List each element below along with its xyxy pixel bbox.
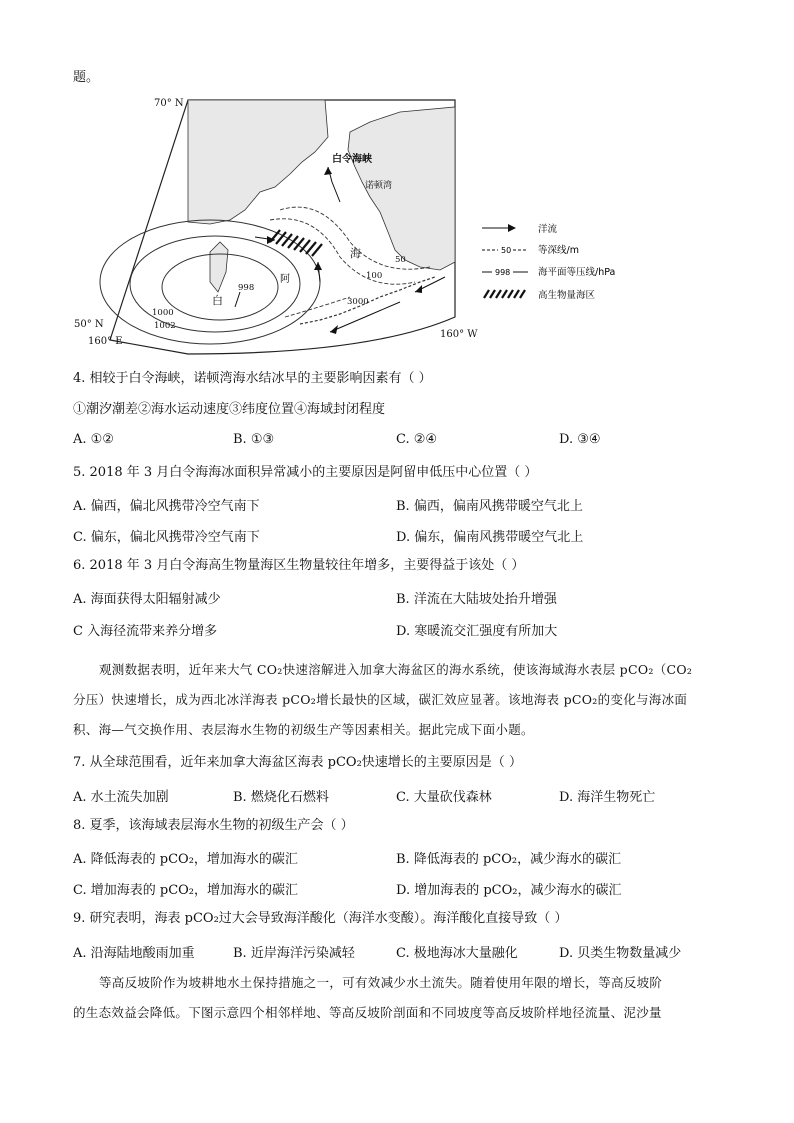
lat-label-50n: 50° N — [74, 319, 104, 330]
q8-option-c[interactable]: C. 增加海表的 pCO₂，增加海水的碳汇 — [73, 883, 299, 898]
lat-label-70n: 70° N — [154, 98, 184, 109]
label-bering-strait: 白令海峡 — [332, 154, 372, 165]
question-6-stem: 6. 2018 年 3 月白令海高生物量海区生物量较往年增多，主要得益于该处（ ） — [73, 558, 525, 573]
label-ah: 阿 — [280, 274, 290, 285]
label-low-center: 白 — [212, 294, 223, 307]
q6-option-c[interactable]: C 入海径流带来养分增多 — [73, 624, 218, 639]
q6-option-d[interactable]: D. 寒暖流交汇强度有所加大 — [396, 624, 558, 639]
q8-option-a[interactable]: A. 降低海表的 pCO₂，增加海水的碳汇 — [73, 852, 298, 867]
q6-option-b[interactable]: B. 洋流在大陆坡处抬升增强 — [396, 592, 557, 607]
q9-option-c[interactable]: C. 极地海冰大量融化 — [396, 946, 518, 961]
question-4-factors: ①潮汐潮差②海水运动速度③纬度位置④海域封闭程度 — [73, 402, 386, 417]
question-4-stem: 4. 相较于白令海峡，诺顿湾海水结冰早的主要影响因素有（ ） — [73, 371, 432, 386]
question-9-stem: 9. 研究表明，海表 pCO₂过大会导致海洋酸化（海洋水变酸）。海洋酸化直接导致（ ） — [73, 911, 568, 926]
legend-depth-sample: 50 — [501, 246, 512, 255]
q8-option-b[interactable]: B. 降低海表的 pCO₂，减少海水的碳汇 — [396, 852, 622, 867]
preceding-text-fragment: 题。 — [73, 70, 100, 85]
q4-option-d[interactable]: D. ③④ — [559, 432, 601, 447]
passage-terrace — [73, 968, 721, 1028]
question-7-stem: 7. 从全球范围看，近年来加拿大海盆区海表 pCO₂快速增长的主要原因是（ ） — [73, 755, 522, 770]
question-5-stem: 5. 2018 年 3 月白令海海冰面积异常减小的主要原因是阿留申低压中心位置（ ） — [73, 465, 538, 480]
q4-option-b[interactable]: B. ①③ — [233, 432, 275, 447]
label-sea: 海 — [350, 247, 361, 260]
q9-option-b[interactable]: B. 近岸海洋污染减轻 — [233, 946, 355, 961]
question-8-stem: 8. 夏季，该海域表层海水生物的初级生产会（ ） — [73, 818, 354, 833]
legend-bio-label: 高生物量海区 — [538, 290, 596, 301]
passage-terrace-line-1: 等高反坡阶作为坡耕地水土保持措施之一，可有效减少水土流失。随着使用年限的增长，等高反坡阶 — [99, 975, 663, 990]
q5-option-b[interactable]: B. 偏西，偏南风携带暖空气北上 — [396, 499, 583, 514]
isobar-label-998: 998 — [238, 283, 255, 293]
q7-option-a[interactable]: A. 水土流失加剧 — [73, 790, 169, 805]
q5-option-a[interactable]: A. 偏西，偏北风携带冷空气南下 — [73, 499, 260, 514]
depth-label-50: 50 — [395, 255, 406, 265]
q5-option-d[interactable]: D. 偏东，偏南风携带暖空气北上 — [396, 530, 584, 545]
lon-label-160w: 160° W — [440, 329, 478, 340]
depth-label-3000: 3000 — [347, 297, 369, 307]
q9-option-a[interactable]: A. 沿海陆地酸雨加重 — [73, 946, 195, 961]
q8-option-d[interactable]: D. 增加海表的 pCO₂，减少海水的碳汇 — [396, 883, 622, 898]
passage-co2 — [73, 655, 721, 745]
legend-depth-label: 等深线/m — [538, 245, 579, 256]
passage-co2-line-1: 观测数据表明，近年来大气 CO₂快速溶解进入加拿大海盆区的海水系统，使该海域海水表层 pCO₂（CO₂ — [99, 662, 693, 677]
map-svg — [70, 92, 630, 362]
passage-co2-line-3: 积、海—气交换作用、表层海水生物的初级生产等因素相关。据此完成下面小题。 — [73, 722, 534, 737]
q4-option-c[interactable]: C. ②④ — [396, 432, 438, 447]
passage-co2-line-2: 分压）快速增长，成为西北冰洋海表 pCO₂增长最快的区域，碳汇效应显著。该地海表 pCO₂的变化与海冰面 — [73, 692, 688, 707]
legend-pressure-label: 海平面等压线/hPa — [538, 267, 616, 278]
depth-label-100: 100 — [366, 271, 383, 281]
q4-option-a[interactable]: A. ①② — [73, 432, 114, 447]
legend-pressure-sample: 998 — [495, 268, 511, 277]
q7-option-b[interactable]: B. 燃烧化石燃料 — [233, 790, 329, 805]
bering-sea-map-figure — [70, 92, 630, 362]
q7-option-d[interactable]: D. 海洋生物死亡 — [559, 790, 656, 805]
q5-option-c[interactable]: C. 偏东，偏北风携带冷空气南下 — [73, 530, 260, 545]
legend-current-label: 洋流 — [538, 224, 558, 235]
q9-option-d[interactable]: D. 贝类生物数量减少 — [559, 946, 682, 961]
map-legend — [482, 223, 615, 301]
label-norton-sound: 诺顿湾 — [365, 181, 393, 191]
isobar-label-1000: 1000 — [152, 308, 174, 318]
passage-terrace-line-2: 的生态效益会降低。下图示意四个相邻样地、等高反坡阶剖面和不同坡度等高反坡阶样地径流量、泥沙量 — [73, 1005, 662, 1020]
q6-option-a[interactable]: A. 海面获得太阳辐射减少 — [73, 592, 221, 607]
isobar-label-1002: 1002 — [154, 321, 176, 331]
lon-label-160e: 160° E — [88, 336, 123, 347]
q7-option-c[interactable]: C. 大量砍伐森林 — [396, 790, 492, 805]
